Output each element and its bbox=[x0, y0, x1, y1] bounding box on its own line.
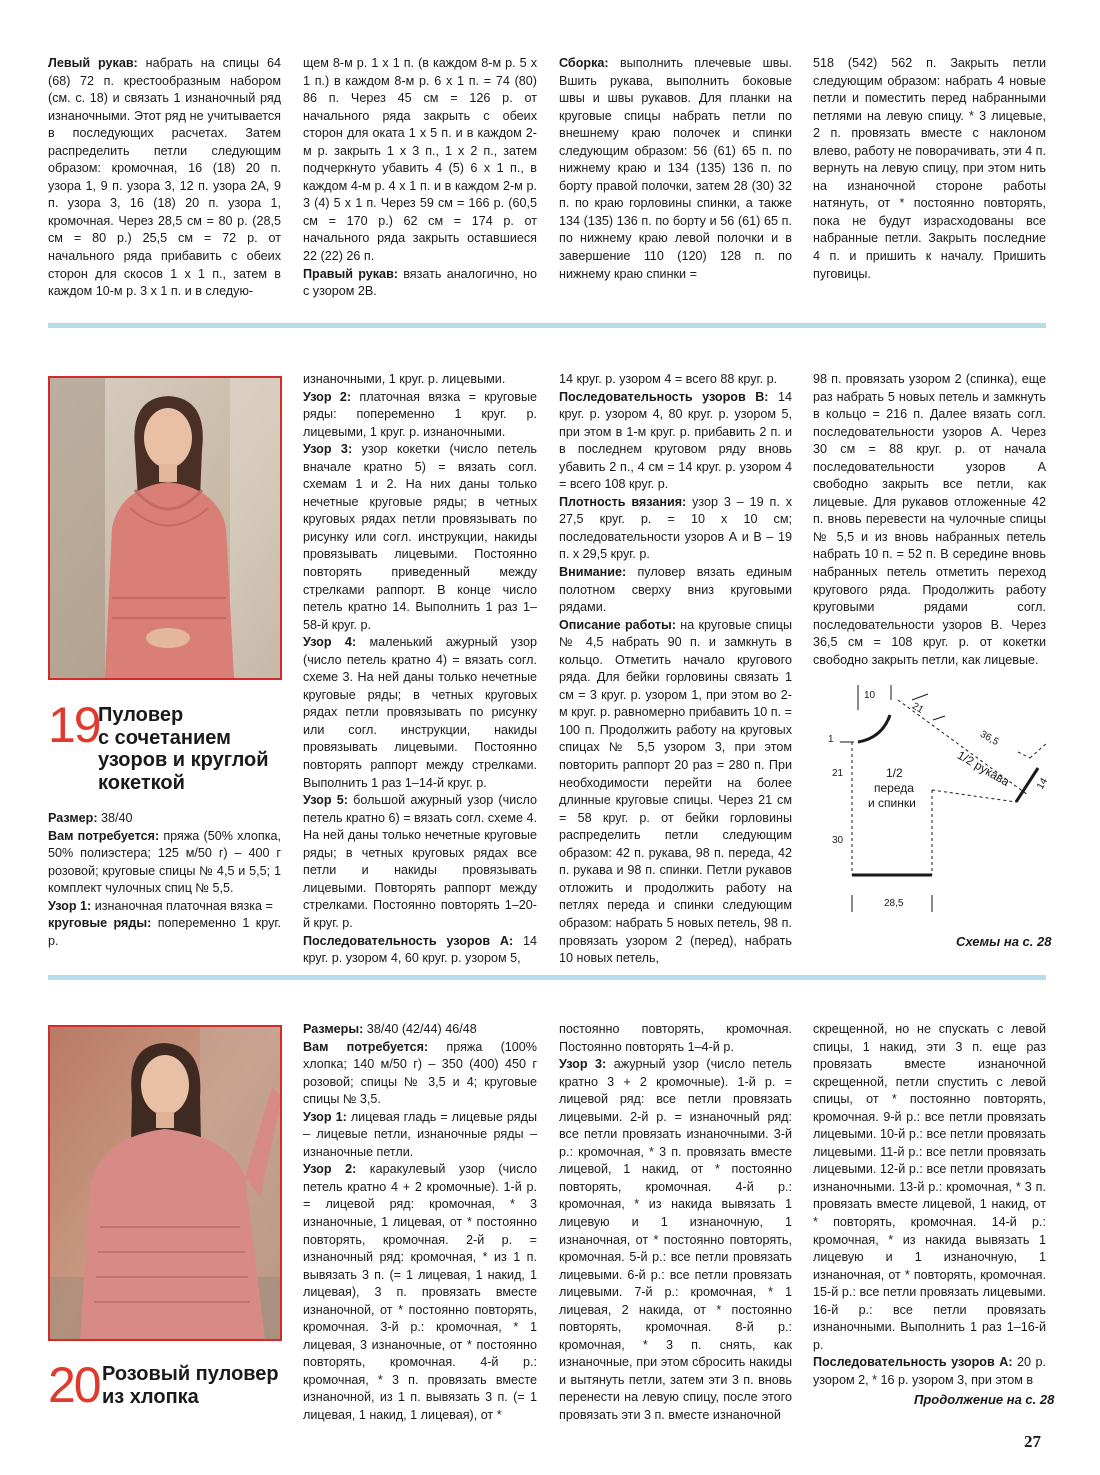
paragraph-text: 38/40 bbox=[97, 811, 133, 825]
label-body-2: переда bbox=[874, 781, 914, 795]
top-column-4 bbox=[813, 55, 1046, 283]
pattern-number-20: 20 bbox=[48, 1357, 100, 1413]
paragraph bbox=[303, 1039, 537, 1109]
paragraph bbox=[559, 371, 792, 389]
paragraph-heading: Узор 2: bbox=[303, 1162, 357, 1177]
paragraph bbox=[303, 792, 537, 932]
paragraph-heading: Левый рукав: bbox=[48, 56, 138, 70]
top-column-3 bbox=[559, 55, 792, 283]
paragraph-text: узор 3 – 19 п. х 27,5 круг. р. = 10 х 10 см; последовательности узоров А и В – 19 п. х 29,5 круг. р. bbox=[559, 494, 792, 562]
photo-pullover-20 bbox=[48, 1025, 282, 1341]
paragraph bbox=[559, 1021, 792, 1056]
paragraph-text: платочная вязка = круговые ряды: попеременно 1 круг. р. лицевыми, 1 круг. р. изнаночными. bbox=[303, 389, 537, 439]
paragraph-text: изнаночными, 1 круг. р. лицевыми. bbox=[303, 372, 506, 386]
paragraph-heading: Внимание: bbox=[559, 565, 627, 580]
title-line: Пуловер bbox=[98, 704, 184, 726]
title-line: кокеткой bbox=[98, 771, 185, 794]
top-column-1 bbox=[48, 55, 281, 301]
sec20-column-3 bbox=[559, 1021, 792, 1425]
paragraph-heading: Узор 3: bbox=[559, 1057, 607, 1072]
paragraph bbox=[813, 55, 1046, 283]
section-divider-2 bbox=[48, 975, 1046, 980]
pattern-title-20 bbox=[102, 1363, 279, 1408]
paragraph-text: постоянно повторять, кромочная. Постоянно повторять 1–4-й р. bbox=[559, 1022, 792, 1054]
paragraph-text: каракулевый узор (число петель кратно 4 + 2 кромочные). 1-й р. = лицевой ряд: кромочная, * 3 изнаночные, 1 лицевая, от * постоянно повторять, кромочная. 2-й р. = изнаночный ряд: кромочная, * из 1 п. вывязать 3 п. (= 1 лицевая, 1 накид, 1 лицевая), 3 п. провязать вместе изнаночной, от * постоянно повторять, кромочная. 3-й р.: кромочная, * 1 лицевая, 3 изнаночные, от * постоянно повторять, кромочная. 4-й р.: кромочная, * 3 п. провязать вместе изнаночной, из 1 п. вывязать 3 п. (= 1 лицевая, 1 накид, 1 лицевая), от * bbox=[303, 1162, 537, 1423]
paragraph bbox=[813, 1021, 1046, 1354]
paragraph-heading: Узор 4: bbox=[303, 635, 357, 650]
paragraph bbox=[303, 266, 537, 301]
paragraph-heading: Последовательность узоров А: bbox=[303, 933, 514, 948]
paragraph bbox=[303, 371, 537, 389]
paragraph-text: на круговые спицы № 4,5 набрать 90 п. и замкнуть в кольцо. Отметить начало кругового ряда. Для бейки горловины связать 1 см = 3 круг. р. узором 1, при этом во 2-м круг. р. равномерно прибавить 10 п. = 100 п. Продолжить работу на круговых спицах № 5,5 узором 3, при этом повторить раппорт 20 раз = 280 п. При необходимости перейти на более длинные круговые спицы. Через 21 см = 58 круг. р. от бейки горловины распределить петли следующим образом: 42 п. рукава, 98 п. переда, 42 п. рукава и 98 п. спинки. Петли рукавов отложить и продолжить работу на петлях переда и спинки следующим образом: набрать 5 новых петель, 98 п. провязать узором 2 (перед), набрать 10 новых петель, bbox=[559, 617, 792, 966]
paragraph bbox=[303, 1021, 537, 1039]
paragraph-text: пряжа (50% хлопка, 50% полиэстера; 125 м/50 г) – 400 г розовой; круговые спицы № 4,5 и 5,5; 1 комплект чулочных спиц № 5,5. bbox=[48, 828, 282, 896]
label-body-1: 1/2 bbox=[886, 766, 903, 780]
paragraph-text: 20 р. узором 2, * 16 р. узором 3, при этом в bbox=[813, 1355, 1046, 1387]
paragraph bbox=[559, 494, 792, 564]
dim-one: 1 bbox=[828, 734, 834, 745]
paragraph-text: лицевая гладь = лицевые ряды – лицевые петли, изнаночные ряды – изнаночные петли. bbox=[303, 1109, 537, 1159]
sweater-schematic bbox=[820, 680, 1050, 915]
paragraph-text: 14 круг. р. узором 4 = всего 88 круг. р. bbox=[559, 372, 778, 386]
paragraph bbox=[303, 441, 537, 634]
paragraph bbox=[48, 810, 281, 828]
paragraph-heading: Узор 1: bbox=[48, 898, 92, 913]
sec19-column-3 bbox=[559, 371, 792, 968]
paragraph bbox=[303, 389, 537, 442]
paragraph bbox=[303, 634, 537, 792]
paragraph-heading: Узор 5: bbox=[303, 793, 348, 808]
sec19-column-2 bbox=[303, 371, 537, 968]
paragraph bbox=[559, 617, 792, 968]
sec19-column-1 bbox=[48, 810, 281, 950]
dim-shoulder: 21 bbox=[910, 700, 926, 716]
paragraph-heading: Узор 3: bbox=[303, 442, 353, 457]
photo-pullover-19 bbox=[48, 376, 282, 680]
paragraph-text: 518 (542) 562 п. Закрыть петли следующим образом: набрать 4 новые петли и поместить перед набранными петлями на левую спицу. * 3 лицевые, 2 п. провязать вместе с наклоном влево, работу не поворачивать, эти 4 п. вернуть на левую спицу, при этом нить на изнаночной стороне работы натянуть, от * постоянно повторять, пока не будут израсходованы все набранные петли. Закрыть последние 4 п. и пришить к началу. Пришить пуговицы. bbox=[813, 56, 1046, 281]
dim-width: 28,5 bbox=[884, 898, 904, 909]
title-line: узоров и круглой bbox=[98, 749, 269, 771]
sec20-column-4 bbox=[813, 1021, 1046, 1389]
label-half-sleeve: 1/2 рукава bbox=[954, 748, 1012, 789]
paragraph bbox=[303, 1109, 537, 1162]
paragraph-heading: Сборка: bbox=[559, 56, 609, 70]
sec20-column-2 bbox=[303, 1021, 537, 1425]
paragraph-text: попеременно 1 круг. р. bbox=[48, 916, 281, 948]
pattern-title-19 bbox=[98, 704, 269, 794]
pattern-number-19: 19 bbox=[48, 697, 100, 753]
paragraph bbox=[559, 55, 792, 283]
dim-side: 30 bbox=[832, 835, 844, 846]
paragraph-heading: Узор 2: bbox=[303, 389, 352, 404]
continuation-reference: Продолжение на с. 28 bbox=[914, 1392, 1055, 1407]
title-line: из хлопка bbox=[102, 1385, 199, 1408]
paragraph-text: скрещенной, но не спускать с левой спицы, 1 накид, эти 3 п. еще раз провязать вместе изнаночной скрещенной, петли спустить с левой спицы, от * постоянно повторять, кромочная. 9-й р.: все петли провязать лицевыми. 10-й р.: все петли провязать лицевыми. 11-й р.: все петли провязать лицевыми. 12-й р.: все петли провязать изнаночными. 13-й р.: кромочная, * 3 п. провязать вместе лицевой, 1 накид, от * повторять, кромочная. 14-й р.: кромочная, * из накида вывязать 1 лицевую и 1 изнаночную, 1 изнаночная, от * повторять, кромочная. 15-й р.: все петли провязать лицевыми. 16-й р.: все петли провязать изнаночными. Выполнить 1 раз 1–16-й р. bbox=[813, 1022, 1046, 1352]
dim-neck: 10 bbox=[864, 690, 876, 701]
paragraph-text: 14 круг. р. узором 4, 60 круг. р. узором 5, bbox=[303, 933, 537, 966]
paragraph bbox=[48, 55, 281, 301]
sec19-column-4 bbox=[813, 371, 1046, 669]
title-line: Розовый пуловер bbox=[102, 1363, 279, 1385]
paragraph-heading: Размеры: bbox=[303, 1022, 364, 1036]
paragraph-text: большой ажурный узор (число петель кратно 6) = вязать согл. схеме 4. На ней даны только нечетные круговые ряды; в четных круговых рядах все петли и накиды провязывать лицевыми. Повторять раппорт между стрелками. Постоянно повторять 1–20-й круг. р. bbox=[303, 793, 537, 930]
paragraph-text: маленький ажурный узор (число петель кратно 4) = вязать согл. схеме 3. На ней даны только нечетные круговые ряды; в четных круговых рядах петли провязывать по рисунку или согл. инструкции, накиды провязывать лицевыми. Постоянно повторять раппорт между стрелками. Выполнить 1 раз 1–14-й круг. р. bbox=[303, 635, 537, 790]
model-photo-19 bbox=[50, 378, 280, 678]
paragraph-heading: Последовательность узоров В: bbox=[559, 389, 769, 404]
model-photo-20 bbox=[50, 1027, 280, 1339]
section-divider-1 bbox=[48, 323, 1046, 328]
paragraph-text: пряжа (100% хлопка; 140 м/50 г) – 350 (400) 450 г розовой; спицы № 3,5 и 4; круговые спицы № 3,5. bbox=[303, 1039, 537, 1107]
paragraph-heading: круговые ряды: bbox=[48, 916, 152, 931]
paragraph-heading: Плотность вязания: bbox=[559, 494, 687, 509]
paragraph bbox=[48, 915, 281, 950]
paragraph-heading: Вам потребуется: bbox=[48, 828, 160, 843]
paragraph-heading: Вам потребуется: bbox=[303, 1039, 429, 1054]
dim-sleeve-length: 36,5 bbox=[978, 728, 1001, 749]
paragraph bbox=[303, 1161, 537, 1424]
paragraph bbox=[303, 55, 537, 266]
dim-yoke: 21 bbox=[832, 768, 844, 779]
paragraph-heading: Описание работы: bbox=[559, 617, 676, 632]
paragraph-heading: Размер: bbox=[48, 811, 98, 825]
paragraph-text: набрать на спицы 64 (68) 72 п. крестообразным набором (см. с. 18) и связать 1 изнаночный ряд изнаночными. Этот ряд не учитывается в последующих расчетах. Затем распределить петли следующим образом: кромочная, 16 (18) 20 п. узора 1, 9 п. узора 3, 12 п. узора 2А, 9 п. узора 3, 16 (18) 20 п. узора 1, кромочная. Через 28,5 см = 80 р. (28,5 см = 80 р.) 25,5 см = 72 р. от начального ряда прибавить с обеих сторон для скосов 1 х 1 п., затем в каждом 10-м р. 3 х 1 п. и в следую- bbox=[48, 56, 281, 299]
paragraph bbox=[559, 389, 792, 494]
paragraph-text: выполнить плечевые швы. Вшить рукава, выполнить боковые швы и швы рукавов. Для планки на круговые спицы набрать петли по внешнему краю полочек и спинки следующим образом: 56 (61) 65 п. по нижнему краю и 134 (135) 136 п. по борту правой полочки, затем 28 (30) 32 п. по краю горловины спинки, а также 134 (135) 136 п. по борту и 56 (61) 65 п. по нижнему краю левой полочки и в завершение 110 (120) 128 п. по нижнему краю спинки = bbox=[559, 56, 792, 281]
paragraph-heading: Правый рукав: bbox=[303, 266, 399, 281]
paragraph bbox=[813, 371, 1046, 669]
title-line: с сочетанием bbox=[98, 726, 231, 749]
paragraph bbox=[559, 564, 792, 617]
paragraph-text: 38/40 (42/44) 46/48 bbox=[363, 1022, 477, 1036]
paragraph-heading: Последовательность узоров А: bbox=[813, 1355, 1013, 1370]
paragraph-text: узор кокетки (число петель вначале кратно 5) = вязать согл. схемам 1 и 2. На них даны только нечетные круговые ряды; в четных круговых рядах петли провязывать по рисунку или согл. инструкции, накиды провязывать лицевыми. Постоянно повторять приведенный между стрелками раппорт. В конце число петель кратно 14. Выполнить 1 раз 1–58-й круг. р. bbox=[303, 442, 537, 632]
paragraph-text: 98 п. провязать узором 2 (спинка), еще раз набрать 5 новых петель и замкнуть в кольцо = 216 п. Далее вязать согл. последовательности узоров А. Через 30 см = 88 круг. р. от начала последовательности узоров А свободно закрыть все петли, как лицевые. Для рукавов отложенные 42 п. вновь перевести на чулочные спицы № 5,5 и из вновь набранных петель набрать 10 п. = 52 п. В середине вновь набранных петель отметить переход кругового ряда. Продолжить работу круговыми рядами согл. последовательности узоров В. Через 36,5 см = 108 круг. р. от кокетки свободно закрыть петли, как лицевые. bbox=[813, 372, 1046, 667]
paragraph-text: вязать аналогично, но с узором 2В. bbox=[303, 266, 538, 299]
paragraph-text: щем 8-м р. 1 х 1 п. (в каждом 8-м р. 5 х 1 п.) в каждом 8-м р. 6 х 1 п. = 74 (80) 86 п. Через 45 см = 126 р. от начального ряда закрыть с обеих сторон для оката 1 х 5 п. и в каждом 2-м р. закрыть 1 х 3 п., 1 х 2 п., затем подчеркнуто убавить 4 (5) 6 х 1 п., в каждом 4-м р. 4 х 1 п. и в каждом 2-м р. 3 (4) 5 х 1 п. Через 59 см = 166 р. (60,5 см = 170 р.) 62 см = 174 р. от начального ряда закрыть оставшиеся 22 (22) 26 п. bbox=[303, 56, 537, 264]
paragraph-text: пуловер вязать единым полотном сверху вниз круговыми рядами. bbox=[559, 565, 792, 615]
paragraph bbox=[48, 898, 281, 916]
paragraph bbox=[559, 1056, 792, 1424]
paragraph-text: 14 круг. р. узором 4, 80 круг. р. узором 5, при этом в 1-м круг. р. прибавить 2 п. и в последнем круговом ряду вновь убавить 2 п., 4 см = 14 круг. р. узором 4 = всего 108 круг. р. bbox=[559, 389, 792, 492]
paragraph-text: изнаночная платочная вязка = bbox=[91, 898, 273, 913]
paragraph-heading: Узор 1: bbox=[303, 1109, 347, 1124]
paragraph-text: ажурный узор (число петель кратно 3 + 2 кромочные). 1-й р. = лицевой ряд: все петли провязать лицевыми. 2-й р. = изнаночный ряд: все петли провязать изнаночными. 3-й р.: кромочная, * 3 п. провязать вместе лицевой, 1 накид, от * постоянно повторять, кромочная. 4-й р.: кромочная, * из накида вывязать 1 лицевую и 1 изнаночную, 1 изнаночная, от * постоянно повторять, кромочная. 5-й р.: все петли провязать лицевыми. 6-й р.: все петли провязать лицевыми. 7-й р.: кромочная, * 1 лицевая, 2 накида, от * постоянно повторять, кромочная. 8-й р.: кромочная, * 3 п. снять, как изнаночные, при этом сбросить накиды и вытянуть петли, затем эти 3 п. вновь перенести на левую спицу, после этого провязать эти 3 п. вместе изнаночной bbox=[559, 1057, 792, 1423]
top-column-2 bbox=[303, 55, 537, 301]
page-number: 27 bbox=[1024, 1432, 1041, 1451]
charts-reference: Схемы на с. 28 bbox=[956, 934, 1052, 949]
dim-cuff: 14 bbox=[1035, 776, 1050, 792]
label-body-3: и спинки bbox=[868, 796, 916, 810]
paragraph bbox=[303, 933, 537, 968]
paragraph bbox=[48, 828, 281, 898]
paragraph bbox=[813, 1354, 1046, 1389]
